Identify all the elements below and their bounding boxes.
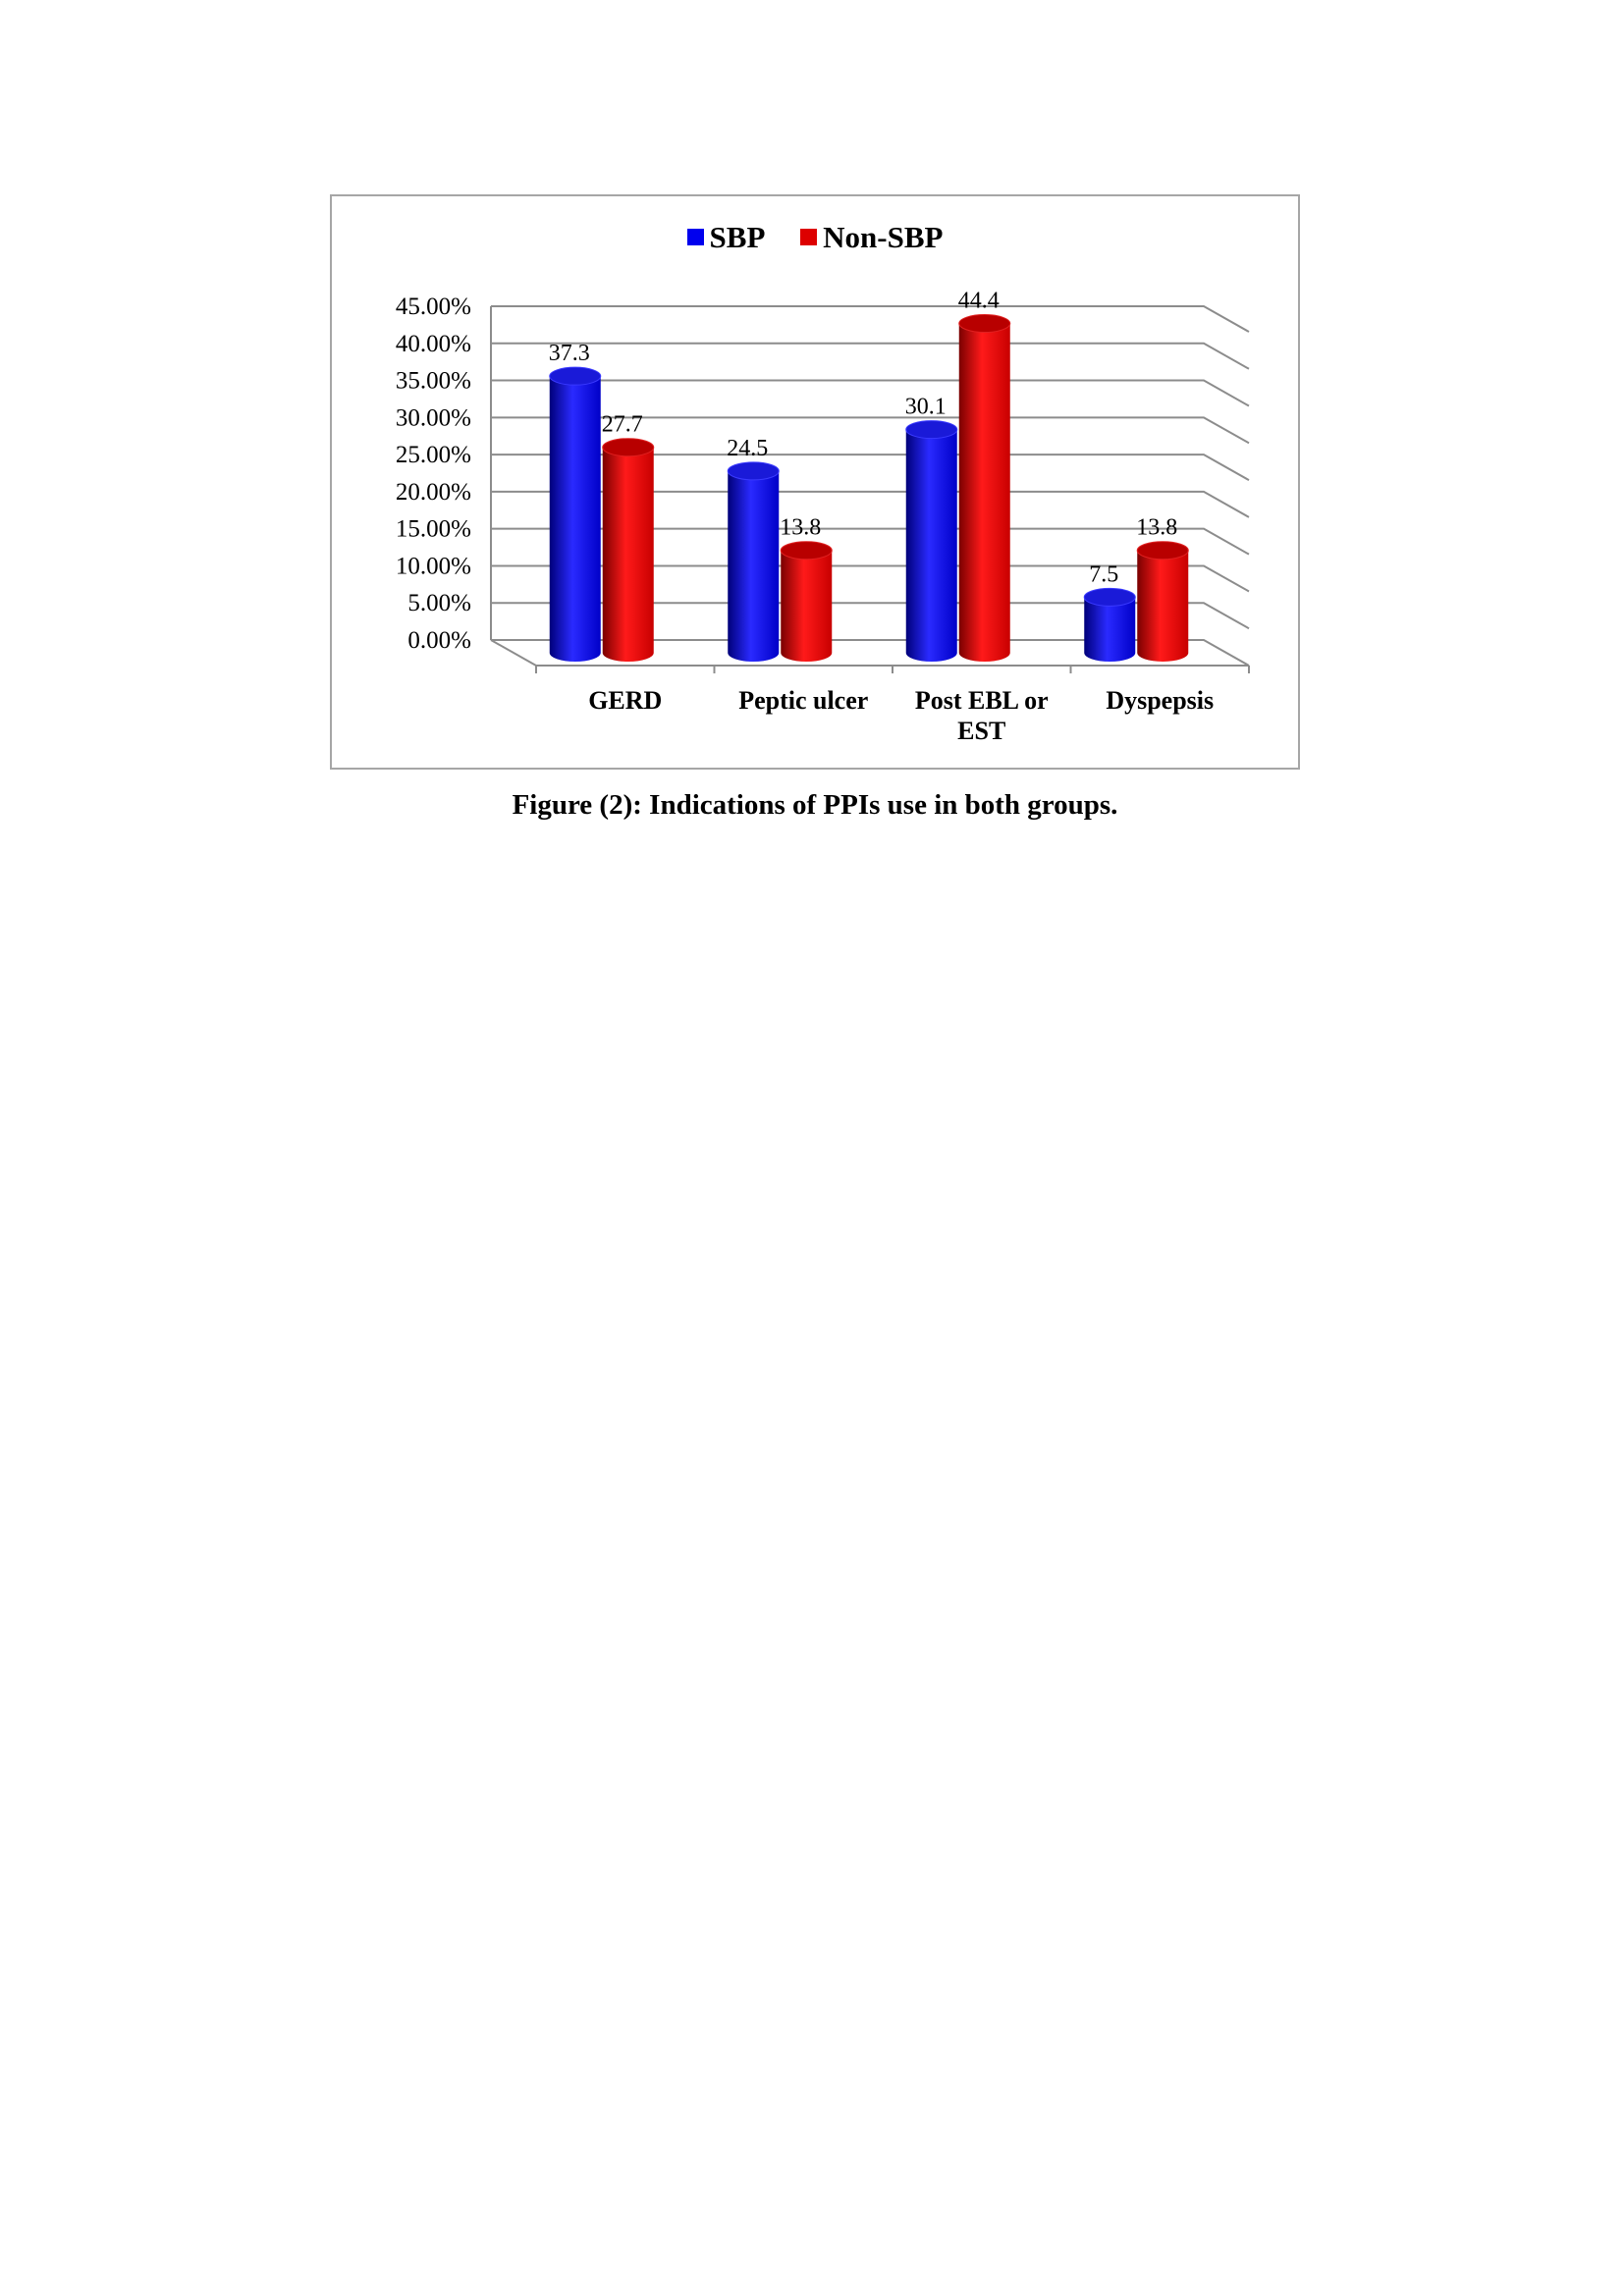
bar-sbp-post-ebl-or-est bbox=[906, 421, 957, 662]
bar-body-non-sbp-dyspepsis bbox=[1137, 551, 1188, 662]
bar-sbp-dyspepsis bbox=[1084, 588, 1135, 662]
bar-body-sbp-post-ebl-or-est bbox=[906, 430, 957, 662]
legend-label-non-sbp: Non-SBP bbox=[823, 220, 944, 254]
bar-body-sbp-gerd bbox=[550, 376, 601, 662]
chart-plot bbox=[332, 196, 1298, 768]
bar-body-sbp-peptic-ulcer bbox=[728, 471, 779, 662]
bar-sbp-gerd bbox=[550, 367, 601, 662]
data-label-sbp-dyspepsis: 7.5 bbox=[1089, 561, 1119, 588]
floor-edge-left bbox=[491, 640, 536, 666]
x-category-label: Peptic ulcer bbox=[738, 686, 869, 715]
data-label-non-sbp-dyspepsis: 13.8 bbox=[1136, 514, 1178, 541]
y-tick-label: 25.00% bbox=[395, 442, 471, 469]
data-label-sbp-peptic-ulcer: 24.5 bbox=[727, 435, 769, 461]
data-label-sbp-post-ebl-or-est: 30.1 bbox=[904, 394, 947, 420]
bar-top-non-sbp-peptic-ulcer bbox=[781, 542, 832, 560]
x-category-label: Dyspepsis bbox=[1106, 686, 1215, 715]
bar-non-sbp-peptic-ulcer bbox=[781, 542, 832, 662]
bar-non-sbp-gerd bbox=[603, 439, 654, 662]
y-tick-label: 40.00% bbox=[395, 330, 471, 357]
bar-sbp-peptic-ulcer bbox=[728, 462, 779, 662]
bar-top-non-sbp-post-ebl-or-est bbox=[959, 315, 1010, 333]
gridline bbox=[491, 306, 1249, 332]
y-tick-label: 30.00% bbox=[395, 404, 471, 432]
bar-top-non-sbp-dyspepsis bbox=[1137, 542, 1188, 560]
gridline bbox=[491, 381, 1249, 406]
data-label-non-sbp-post-ebl-or-est: 44.4 bbox=[957, 288, 1000, 314]
bar-top-sbp-peptic-ulcer bbox=[728, 462, 779, 480]
data-label-non-sbp-gerd: 27.7 bbox=[601, 411, 643, 438]
y-tick-label: 45.00% bbox=[395, 294, 471, 320]
bar-top-sbp-dyspepsis bbox=[1084, 588, 1135, 606]
x-category-label: Post EBL or bbox=[914, 686, 1049, 715]
y-tick-label: 15.00% bbox=[395, 515, 471, 543]
bar-top-sbp-gerd bbox=[550, 367, 601, 385]
y-tick-label: 0.00% bbox=[407, 627, 471, 654]
data-label-sbp-gerd: 37.3 bbox=[548, 341, 590, 367]
gridline bbox=[491, 344, 1249, 369]
y-tick-label: 35.00% bbox=[395, 367, 471, 395]
bar-body-non-sbp-post-ebl-or-est bbox=[959, 324, 1010, 662]
bar-body-non-sbp-peptic-ulcer bbox=[781, 551, 832, 662]
bar-non-sbp-dyspepsis bbox=[1137, 542, 1188, 662]
bar-non-sbp-post-ebl-or-est bbox=[959, 315, 1010, 662]
bar-body-non-sbp-gerd bbox=[603, 448, 654, 662]
figure-caption: Figure (2): Indications of PPIs use in both groups. bbox=[512, 789, 1118, 821]
bar-body-sbp-dyspepsis bbox=[1084, 597, 1135, 662]
legend-label-sbp: SBP bbox=[709, 220, 766, 254]
y-tick-label: 10.00% bbox=[395, 553, 471, 580]
bar-top-non-sbp-gerd bbox=[603, 439, 654, 456]
x-category-label: GERD bbox=[588, 686, 663, 715]
x-category-label: EST bbox=[957, 717, 1006, 745]
bar-top-sbp-post-ebl-or-est bbox=[906, 421, 957, 439]
chart-container bbox=[330, 194, 1300, 770]
y-tick-label: 20.00% bbox=[395, 478, 471, 506]
y-tick-label: 5.00% bbox=[407, 590, 471, 617]
data-label-non-sbp-peptic-ulcer: 13.8 bbox=[780, 514, 822, 541]
